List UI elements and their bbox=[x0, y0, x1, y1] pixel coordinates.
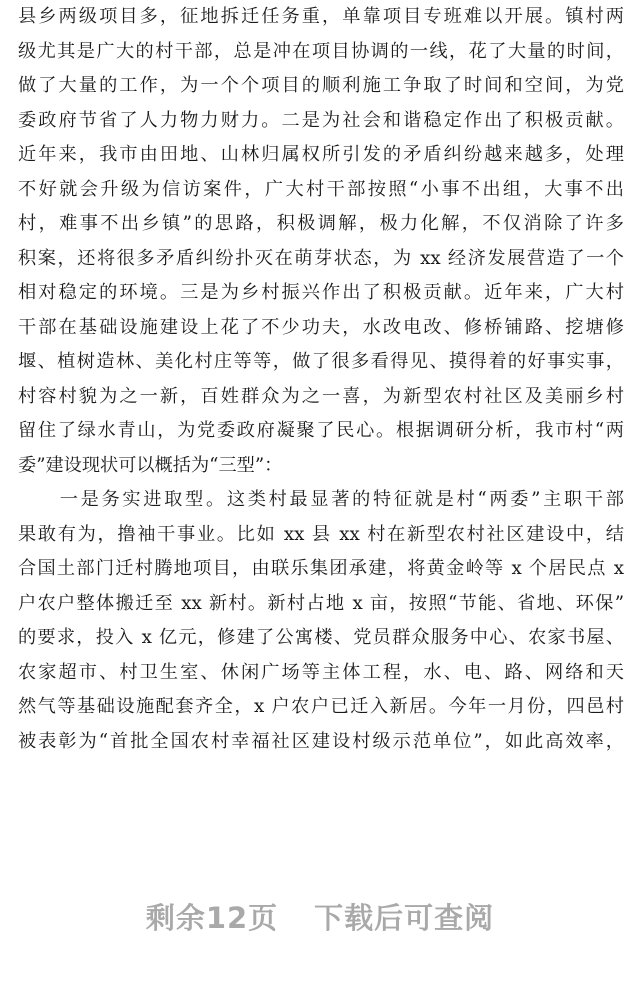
download-hint-label: 下载后可查阅 bbox=[314, 901, 495, 935]
remaining-pages-label: 剩余12页 bbox=[145, 901, 279, 935]
text-line: 被表彰为“首批全国农村幸福社区建设村级示范单位”，如此高效率， bbox=[18, 730, 624, 752]
text-line: 委”建设现状可以概括为“三型”： bbox=[18, 454, 283, 476]
text-line: 果敢有为，撸袖干事业。比如 xx 县 xx 村在新型农村社区建设中，结 bbox=[18, 523, 624, 545]
text-line: 村容村貌为之一新，百姓群众为之一喜，为新型农村社区及美丽乡村 bbox=[18, 385, 624, 407]
document-body bbox=[18, 0, 624, 759]
download-prompt-banner[interactable] bbox=[0, 896, 640, 937]
text-line: 委政府节省了人力物力财力。二是为社会和谐稳定作出了积极贡献。 bbox=[18, 109, 624, 131]
text-line: 级尤其是广大的村干部，总是冲在项目协调的一线，花了大量的时间， bbox=[18, 40, 624, 62]
paragraph-2 bbox=[18, 483, 624, 759]
text-line: 合国土部门迁村腾地项目，由联乐集团承建，将黄金岭等 x 个居民点 x bbox=[18, 558, 624, 579]
text-line: 农家超市、村卫生室、休闲广场等主体工程，水、电、路、网络和天 bbox=[18, 661, 624, 683]
text-line: 留住了绿水青山，为党委政府凝聚了民心。根据调研分析，我市村“两 bbox=[18, 420, 624, 441]
text-line: 户农户整体搬迁至 xx 新村。新村占地 x 亩，按照“节能、省地、环保” bbox=[18, 592, 624, 614]
text-line: 近年来，我市由田地、山林归属权所引发的矛盾纠纷越来越多，处理 bbox=[18, 144, 624, 165]
text-line: 然气等基础设施配套齐全，x 户农户已迁入新居。今年一月份，四邑村 bbox=[18, 696, 624, 717]
text-line: 相对稳定的环境。三是为乡村振兴作出了积极贡献。近年来，广大村 bbox=[18, 282, 624, 303]
text-line: 干部在基础设施建设上花了不少功夫，水改电改、修桥铺路、挖塘修 bbox=[18, 316, 624, 338]
paragraph-1 bbox=[18, 0, 624, 483]
text-line: 的要求，投入 x 亿元，修建了公寓楼、党员群众服务中心、农家书屋、 bbox=[18, 627, 624, 648]
text-line: 县乡两级项目多，征地拆迁任务重，单靠项目专班难以开展。镇村两 bbox=[18, 6, 624, 27]
text-line: 堰、植树造林、美化村庄等等，做了很多看得见、摸得着的好事实事， bbox=[18, 351, 624, 372]
text-line: 不好就会升级为信访案件，广大村干部按照“小事不出组，大事不出 bbox=[18, 178, 624, 200]
text-line: 积案，还将很多矛盾纠纷扑灭在萌芽状态，为 xx 经济发展营造了一个 bbox=[18, 247, 624, 269]
text-line: 做了大量的工作，为一个个项目的顺利施工争取了时间和空间，为党 bbox=[18, 75, 624, 96]
text-line: 村，难事不出乡镇”的思路，积极调解，极力化解，不仅消除了许多 bbox=[18, 213, 624, 234]
text-line: 一是务实进取型。这类村最显著的特征就是村“两委”主职干部 bbox=[18, 489, 624, 510]
